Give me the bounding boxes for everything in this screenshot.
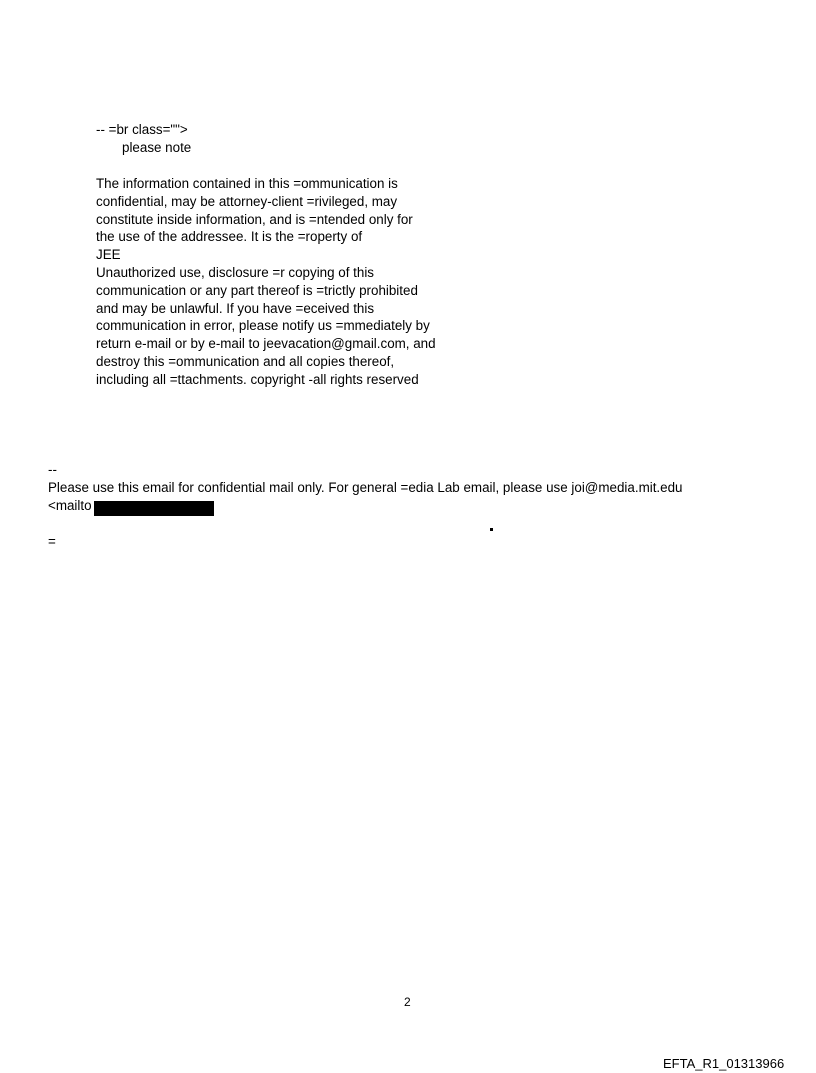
signature-equals: = (48, 534, 56, 549)
disclaimer-line: Unauthorized use, disclosure =r copying of this (96, 264, 375, 280)
disclaimer-line: communication or any part thereof is =trictly prohibited (96, 282, 418, 298)
disclaimer-block (96, 175, 436, 389)
disclaimer-line: confidential, may be attorney-client =rivileged, may (96, 193, 398, 209)
disclaimer-line: communication in error, please notify us =mmediately by (96, 318, 430, 334)
mailto-prefix: <mailto (48, 498, 92, 513)
signature-separator: -- (48, 462, 57, 477)
signature-notice: Please use this email for confidential mail only. For general =edia Lab email, please use joi@media.mit.edu (48, 480, 683, 495)
disclaimer-line: including all =ttachments. copyright -all rights reserved (96, 371, 419, 387)
disclaimer-line: constitute inside information, and is =ntended only for (96, 211, 413, 227)
disclaimer-line: return e-mail or by e-mail to jeevacation@gmail.com, and (96, 336, 436, 352)
disclaimer-line: and may be unlawful. If you have =eceived this (96, 300, 375, 316)
br-class-line: -- =br class=""> (96, 122, 188, 137)
stray-mark (490, 528, 493, 531)
redaction-bar (94, 501, 214, 516)
disclaimer-line: JEE (96, 247, 121, 263)
document-id: EFTA_R1_01313966 (663, 1056, 785, 1071)
page-number: 2 (404, 995, 411, 1009)
disclaimer-line: the use of the addressee. It is the =roperty of (96, 229, 363, 245)
disclaimer-line: destroy this =ommunication and all copies thereof, (96, 353, 395, 369)
please-note-line: please note (122, 140, 192, 155)
disclaimer-line: The information contained in this =ommunication is (96, 176, 398, 191)
